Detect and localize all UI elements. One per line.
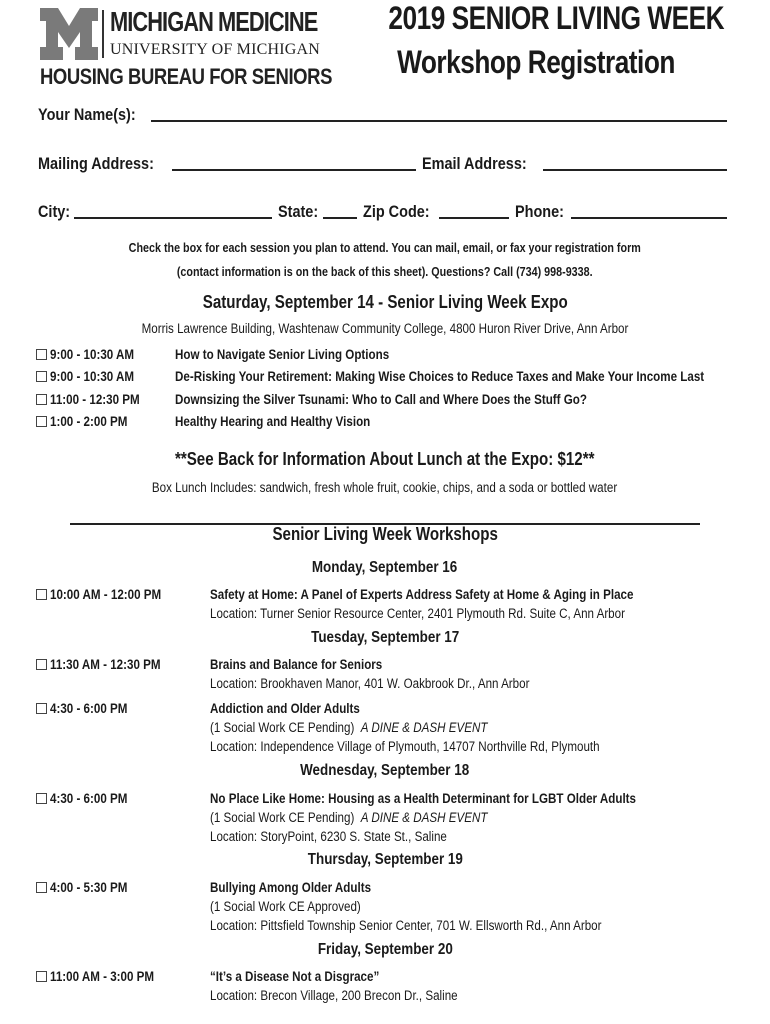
dine-dash-badge: A DINE & DASH EVENT <box>360 810 488 825</box>
state-label: State: <box>277 202 318 221</box>
name-field[interactable] <box>151 104 727 122</box>
session-checkbox[interactable] <box>36 659 47 670</box>
session-title: How to Navigate Senior Living Options <box>175 347 390 362</box>
session-title: Brains and Balance for Seniors <box>210 657 383 672</box>
name-field-row <box>38 104 733 125</box>
expo-heading: Saturday, September 14 - Senior Living Week Expo <box>202 292 568 312</box>
day-heading-friday: Friday, September 20 <box>317 941 453 958</box>
session-checkbox[interactable] <box>36 349 47 360</box>
session-checkbox[interactable] <box>36 882 47 893</box>
session-location: Location: Pittsfield Township Senior Center, 701 W. Ellsworth Rd., Ann Arbor <box>210 918 602 933</box>
bureau-name: HOUSING BUREAU FOR SENIORS <box>40 64 332 89</box>
phone-field[interactable] <box>571 201 727 219</box>
lunch-heading: **See Back for Information About Lunch at the Expo: $12** <box>175 449 595 469</box>
name-label: Your Name(s): <box>38 105 136 124</box>
zip-code-label: Zip Code: <box>363 202 430 221</box>
org-name: MICHIGAN MEDICINE <box>110 6 318 37</box>
session-location: Location: Brecon Village, 200 Brecon Dr., Saline <box>210 988 458 1003</box>
session-time: 11:00 AM - 3:00 PM <box>50 969 155 984</box>
session-ce-note: (1 Social Work CE Pending) A DINE & DASH EVENT <box>210 720 488 735</box>
day-heading-wednesday: Wednesday, September 18 <box>300 762 470 779</box>
logo-divider <box>102 10 104 58</box>
city-field[interactable] <box>74 201 272 219</box>
session-location: Location: Turner Senior Resource Center, 2401 Plymouth Rd. Suite C, Ann Arbor <box>210 606 625 621</box>
page-title: 2019 SENIOR LIVING WEEK <box>388 0 725 36</box>
lunch-note: Box Lunch Includes: sandwich, fresh whole fruit, cookie, chips, and a soda or bottled water <box>152 480 618 495</box>
session-title: No Place Like Home: Housing as a Health Determinant for LGBT Older Adults <box>210 791 636 806</box>
session-time: 1:00 - 2:00 PM <box>50 414 128 429</box>
session-title: Safety at Home: A Panel of Experts Address Safety at Home & Aging in Place <box>210 587 634 602</box>
session-time: 9:00 - 10:30 AM <box>50 369 135 384</box>
session-ce-note: (1 Social Work CE Pending) A DINE & DASH EVENT <box>210 810 488 825</box>
michigan-medicine-logo <box>40 8 340 92</box>
page-subtitle: Workshop Registration <box>397 44 675 80</box>
zip-code-field[interactable] <box>439 201 509 219</box>
session-checkbox[interactable] <box>36 703 47 714</box>
session-checkbox[interactable] <box>36 371 47 382</box>
block-m-icon <box>40 8 98 60</box>
session-location: Location: Independence Village of Plymouth, 14707 Northville Rd, Plymouth <box>210 739 600 754</box>
session-time: 11:30 AM - 12:30 PM <box>50 657 161 672</box>
session-location: Location: Brookhaven Manor, 401 W. Oakbrook Dr., Ann Arbor <box>210 676 530 691</box>
day-heading-thursday: Thursday, September 19 <box>307 851 463 868</box>
city-label: City: <box>38 202 71 221</box>
session-time: 9:00 - 10:30 AM <box>50 347 135 362</box>
mailing-address-label: Mailing Address: <box>38 154 154 173</box>
session-checkbox[interactable] <box>36 416 47 427</box>
address-field-row <box>38 153 733 174</box>
email-address-field[interactable] <box>543 153 727 171</box>
instructions-line-2: (contact information is on the back of this sheet). Questions? Call (734) 998-9338. <box>177 265 593 279</box>
org-subname: UNIVERSITY OF MICHIGAN <box>110 41 321 58</box>
day-heading-tuesday: Tuesday, September 17 <box>310 629 460 646</box>
day-heading-monday: Monday, September 16 <box>312 559 458 576</box>
state-field[interactable] <box>323 201 357 219</box>
instructions-line-1: Check the box for each session you plan to attend. You can mail, email, or fax your registration form <box>128 241 642 255</box>
phone-label: Phone: <box>515 202 565 221</box>
session-title: “It’s a Disease Not a Disgrace” <box>210 969 380 984</box>
session-checkbox[interactable] <box>36 394 47 405</box>
session-checkbox[interactable] <box>36 971 47 982</box>
session-time: 11:00 - 12:30 PM <box>50 392 140 407</box>
session-title: Healthy Hearing and Healthy Vision <box>175 414 371 429</box>
city-field-row <box>38 201 733 222</box>
mailing-address-field[interactable] <box>172 153 416 171</box>
session-title: Downsizing the Silver Tsunami: Who to Call and Where Does the Stuff Go? <box>175 392 587 407</box>
workshops-heading: Senior Living Week Workshops <box>272 524 498 544</box>
session-title: Bullying Among Older Adults <box>210 880 372 895</box>
session-title: Addiction and Older Adults <box>210 701 360 716</box>
session-ce-note: (1 Social Work CE Approved) <box>210 899 361 914</box>
session-time: 4:00 - 5:30 PM <box>50 880 128 895</box>
session-time: 4:30 - 6:00 PM <box>50 791 128 806</box>
session-checkbox[interactable] <box>36 793 47 804</box>
dine-dash-badge: A DINE & DASH EVENT <box>360 720 488 735</box>
session-time: 10:00 AM - 12:00 PM <box>50 587 162 602</box>
session-time: 4:30 - 6:00 PM <box>50 701 128 716</box>
session-checkbox[interactable] <box>36 589 47 600</box>
expo-location: Morris Lawrence Building, Washtenaw Community College, 4800 Huron River Drive, Ann Arbor <box>141 321 629 336</box>
session-title: De-Risking Your Retirement: Making Wise Choices to Reduce Taxes and Make Your Income Last <box>175 369 705 384</box>
session-location: Location: StoryPoint, 6230 S. State St., Saline <box>210 829 447 844</box>
email-address-label: Email Address: <box>422 154 528 173</box>
